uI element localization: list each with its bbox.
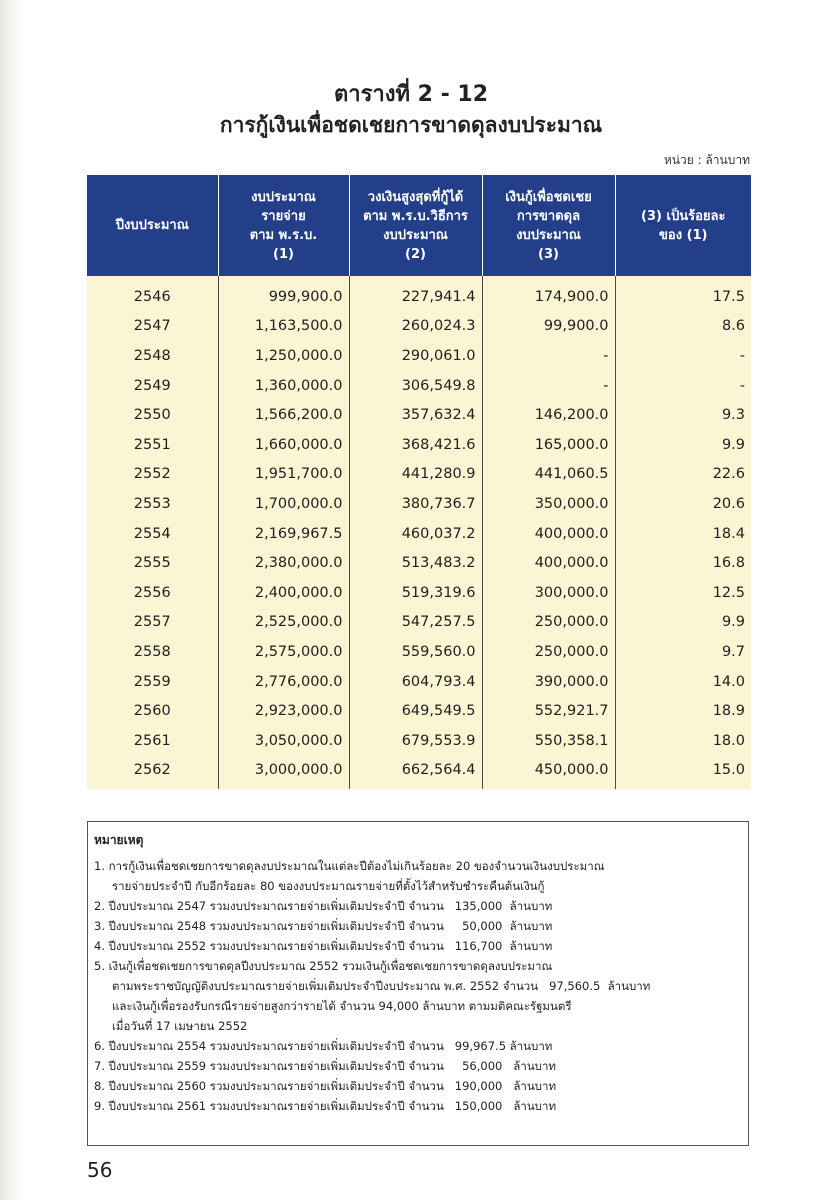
value-cell: 9.9 <box>615 430 751 460</box>
table-row <box>87 756 751 790</box>
value-cell: 1,360,000.0 <box>218 371 349 401</box>
column-header-line: เงินกู้เพื่อชดเชย <box>505 189 592 205</box>
table-subtitle: การกู้เงินเพื่อชดเชยการขาดดุลงบประมาณ <box>219 113 603 137</box>
value-cell: 519,319.6 <box>349 578 482 608</box>
value-cell: 460,037.2 <box>349 519 482 549</box>
value-cell: 9.7 <box>615 637 751 667</box>
value-cell: 649,549.5 <box>349 696 482 726</box>
value-cell: 18.4 <box>615 519 751 549</box>
fiscal-year-cell: 2556 <box>87 578 218 608</box>
table-row <box>87 667 751 697</box>
column-header-4 <box>615 175 751 276</box>
value-cell: 1,660,000.0 <box>218 430 349 460</box>
value-cell: 20.6 <box>615 489 751 519</box>
value-cell: 380,736.7 <box>349 489 482 519</box>
value-cell: 350,000.0 <box>482 489 615 519</box>
fiscal-year-cell: 2557 <box>87 608 218 638</box>
value-cell: - <box>615 341 751 371</box>
fiscal-year-cell: 2547 <box>87 312 218 342</box>
table-row <box>87 312 751 342</box>
column-header-line: การขาดดุล <box>516 208 581 224</box>
column-header-line: ตาม พ.ร.บ.วิธีการ <box>363 208 468 224</box>
value-cell: 250,000.0 <box>482 637 615 667</box>
value-cell: 2,525,000.0 <box>218 608 349 638</box>
note-line: 4. ปีงบประมาณ 2552 รวมงบประมาณรายจ่ายเพิ่มเติมประจำปี จำนวน 116,700 ล้านบาท <box>94 939 553 953</box>
column-header-line: งบประมาณ <box>383 227 448 243</box>
column-header-line: งบประมาณ <box>516 227 581 243</box>
value-cell: 9.9 <box>615 608 751 638</box>
value-cell: - <box>615 371 751 401</box>
table-row <box>87 489 751 519</box>
value-cell: 17.5 <box>615 276 751 312</box>
fiscal-year-cell: 2558 <box>87 637 218 667</box>
value-cell: 441,280.9 <box>349 460 482 490</box>
value-cell: 227,941.4 <box>349 276 482 312</box>
table-row <box>87 341 751 371</box>
table-title: ตารางที่ 2 - 12 <box>333 82 489 107</box>
column-header-line: งบประมาณ <box>251 189 316 205</box>
note-line: 2. ปีงบประมาณ 2547 รวมงบประมาณรายจ่ายเพิ่มเติมประจำปี จำนวน 135,000 ล้านบาท <box>94 899 553 913</box>
column-header-line: (2) <box>405 246 426 262</box>
fiscal-year-cell: 2550 <box>87 400 218 430</box>
note-line: 9. ปีงบประมาณ 2561 รวมงบประมาณรายจ่ายเพิ่มเติมประจำปี จำนวน 150,000 ล้านบาท <box>94 1099 557 1113</box>
budget-borrowing-table <box>87 175 751 789</box>
value-cell: 300,000.0 <box>482 578 615 608</box>
value-cell: 2,380,000.0 <box>218 548 349 578</box>
value-cell: - <box>482 371 615 401</box>
value-cell: 1,951,700.0 <box>218 460 349 490</box>
value-cell: 368,421.6 <box>349 430 482 460</box>
value-cell: 146,200.0 <box>482 400 615 430</box>
table-row <box>87 460 751 490</box>
column-header-1 <box>218 175 349 276</box>
column-header-line: (3) <box>538 246 559 262</box>
column-header-2 <box>349 175 482 276</box>
unit-label: หน่วย : ล้านบาท <box>663 153 750 167</box>
fiscal-year-cell: 2560 <box>87 696 218 726</box>
page-edge-shadow <box>0 0 22 1200</box>
fiscal-year-cell: 2546 <box>87 276 218 312</box>
note-line: 1. การกู้เงินเพื่อชดเชยการขาดดุลงบประมาณในแต่ละปีต้องไม่เกินร้อยละ 20 ของจำนวนเงินงบประมาณ <box>94 859 605 873</box>
fiscal-year-cell: 2562 <box>87 756 218 790</box>
fiscal-year-cell: 2548 <box>87 341 218 371</box>
value-cell: 2,575,000.0 <box>218 637 349 667</box>
table-row <box>87 400 751 430</box>
table-row <box>87 726 751 756</box>
value-cell: 18.9 <box>615 696 751 726</box>
value-cell: 1,163,500.0 <box>218 312 349 342</box>
value-cell: 999,900.0 <box>218 276 349 312</box>
table-row <box>87 519 751 549</box>
value-cell: 9.3 <box>615 400 751 430</box>
value-cell: 390,000.0 <box>482 667 615 697</box>
table-body <box>87 276 751 789</box>
note-line: 8. ปีงบประมาณ 2560 รวมงบประมาณรายจ่ายเพิ่มเติมประจำปี จำนวน 190,000 ล้านบาท <box>94 1079 557 1093</box>
value-cell: 400,000.0 <box>482 548 615 578</box>
value-cell: 165,000.0 <box>482 430 615 460</box>
fiscal-year-cell: 2554 <box>87 519 218 549</box>
value-cell: 260,024.3 <box>349 312 482 342</box>
value-cell: 357,632.4 <box>349 400 482 430</box>
value-cell: 662,564.4 <box>349 756 482 790</box>
value-cell: 441,060.5 <box>482 460 615 490</box>
table-row <box>87 637 751 667</box>
fiscal-year-cell: 2553 <box>87 489 218 519</box>
table-row <box>87 608 751 638</box>
value-cell: 2,169,967.5 <box>218 519 349 549</box>
value-cell: 513,483.2 <box>349 548 482 578</box>
value-cell: 1,700,000.0 <box>218 489 349 519</box>
value-cell: 12.5 <box>615 578 751 608</box>
value-cell: 400,000.0 <box>482 519 615 549</box>
table-row <box>87 430 751 460</box>
note-line: และเงินกู้เพื่อรองรับกรณีรายจ่ายสูงกว่ารายได้ จำนวน 94,000 ล้านบาท ตามมติคณะรัฐมนตรี <box>112 999 572 1013</box>
table-row <box>87 696 751 726</box>
fiscal-year-cell: 2561 <box>87 726 218 756</box>
page-number: 56 <box>87 1158 113 1182</box>
value-cell: 14.0 <box>615 667 751 697</box>
value-cell: 550,358.1 <box>482 726 615 756</box>
column-header-line: วงเงินสูงสุดที่กู้ได้ <box>367 189 464 205</box>
column-header-line: รายจ่าย <box>261 208 306 224</box>
value-cell: 306,549.8 <box>349 371 482 401</box>
value-cell: 604,793.4 <box>349 667 482 697</box>
column-header-0 <box>87 175 218 276</box>
value-cell: 1,566,200.0 <box>218 400 349 430</box>
notes-list <box>94 856 738 1116</box>
table-row <box>87 578 751 608</box>
value-cell: 3,050,000.0 <box>218 726 349 756</box>
fiscal-year-cell: 2552 <box>87 460 218 490</box>
fiscal-year-cell: 2551 <box>87 430 218 460</box>
note-line: 3. ปีงบประมาณ 2548 รวมงบประมาณรายจ่ายเพิ่มเติมประจำปี จำนวน 50,000 ล้านบาท <box>94 919 553 933</box>
column-header-line: ปีงบประมาณ <box>115 218 189 233</box>
column-header-3 <box>482 175 615 276</box>
table-row <box>87 548 751 578</box>
note-line: 6. ปีงบประมาณ 2554 รวมงบประมาณรายจ่ายเพิ่มเติมประจำปี จำนวน 99,967.5 ล้านบาท <box>94 1039 553 1053</box>
value-cell: 18.0 <box>615 726 751 756</box>
table-row <box>87 371 751 401</box>
note-line: รายจ่ายประจำปี กับอีกร้อยละ 80 ของงบประมาณรายจ่ายที่ตั้งไว้สำหรับชำระคืนต้นเงินกู้ <box>112 879 545 893</box>
value-cell: 22.6 <box>615 460 751 490</box>
value-cell: 2,923,000.0 <box>218 696 349 726</box>
fiscal-year-cell: 2549 <box>87 371 218 401</box>
table-row <box>87 276 751 312</box>
notes-title: หมายเหตุ <box>94 833 144 847</box>
value-cell: 2,400,000.0 <box>218 578 349 608</box>
column-header-line: (1) <box>273 246 294 262</box>
notes-box <box>87 821 749 1146</box>
value-cell: 3,000,000.0 <box>218 756 349 790</box>
fiscal-year-cell: 2555 <box>87 548 218 578</box>
value-cell: 15.0 <box>615 756 751 790</box>
note-line: เมื่อวันที่ 17 เมษายน 2552 <box>112 1019 248 1033</box>
note-line: ตามพระราชบัญญัติงบประมาณรายจ่ายเพิ่มเติมประจำปีงบประมาณ พ.ศ. 2552 จำนวน 97,560.5 ล้านบาท <box>112 979 651 993</box>
value-cell: 99,900.0 <box>482 312 615 342</box>
value-cell: 250,000.0 <box>482 608 615 638</box>
value-cell: 450,000.0 <box>482 756 615 790</box>
note-line: 5. เงินกู้เพื่อชดเชยการขาดดุลปีงบประมาณ 2552 รวมเงินกู้เพื่อชดเชยการขาดดุลงบประมาณ <box>94 959 553 973</box>
value-cell: 2,776,000.0 <box>218 667 349 697</box>
note-line: 7. ปีงบประมาณ 2559 รวมงบประมาณรายจ่ายเพิ่มเติมประจำปี จำนวน 56,000 ล้านบาท <box>94 1059 557 1073</box>
value-cell: 290,061.0 <box>349 341 482 371</box>
value-cell: 547,257.5 <box>349 608 482 638</box>
column-header-line: (3) เป็นร้อยละ <box>641 208 726 224</box>
column-header-line: ของ (1) <box>659 227 708 243</box>
value-cell: - <box>482 341 615 371</box>
value-cell: 16.8 <box>615 548 751 578</box>
table-header <box>87 175 751 276</box>
value-cell: 174,900.0 <box>482 276 615 312</box>
header-row <box>87 175 751 276</box>
value-cell: 559,560.0 <box>349 637 482 667</box>
value-cell: 679,553.9 <box>349 726 482 756</box>
column-header-line: ตาม พ.ร.บ. <box>249 227 318 243</box>
value-cell: 552,921.7 <box>482 696 615 726</box>
fiscal-year-cell: 2559 <box>87 667 218 697</box>
value-cell: 1,250,000.0 <box>218 341 349 371</box>
value-cell: 8.6 <box>615 312 751 342</box>
